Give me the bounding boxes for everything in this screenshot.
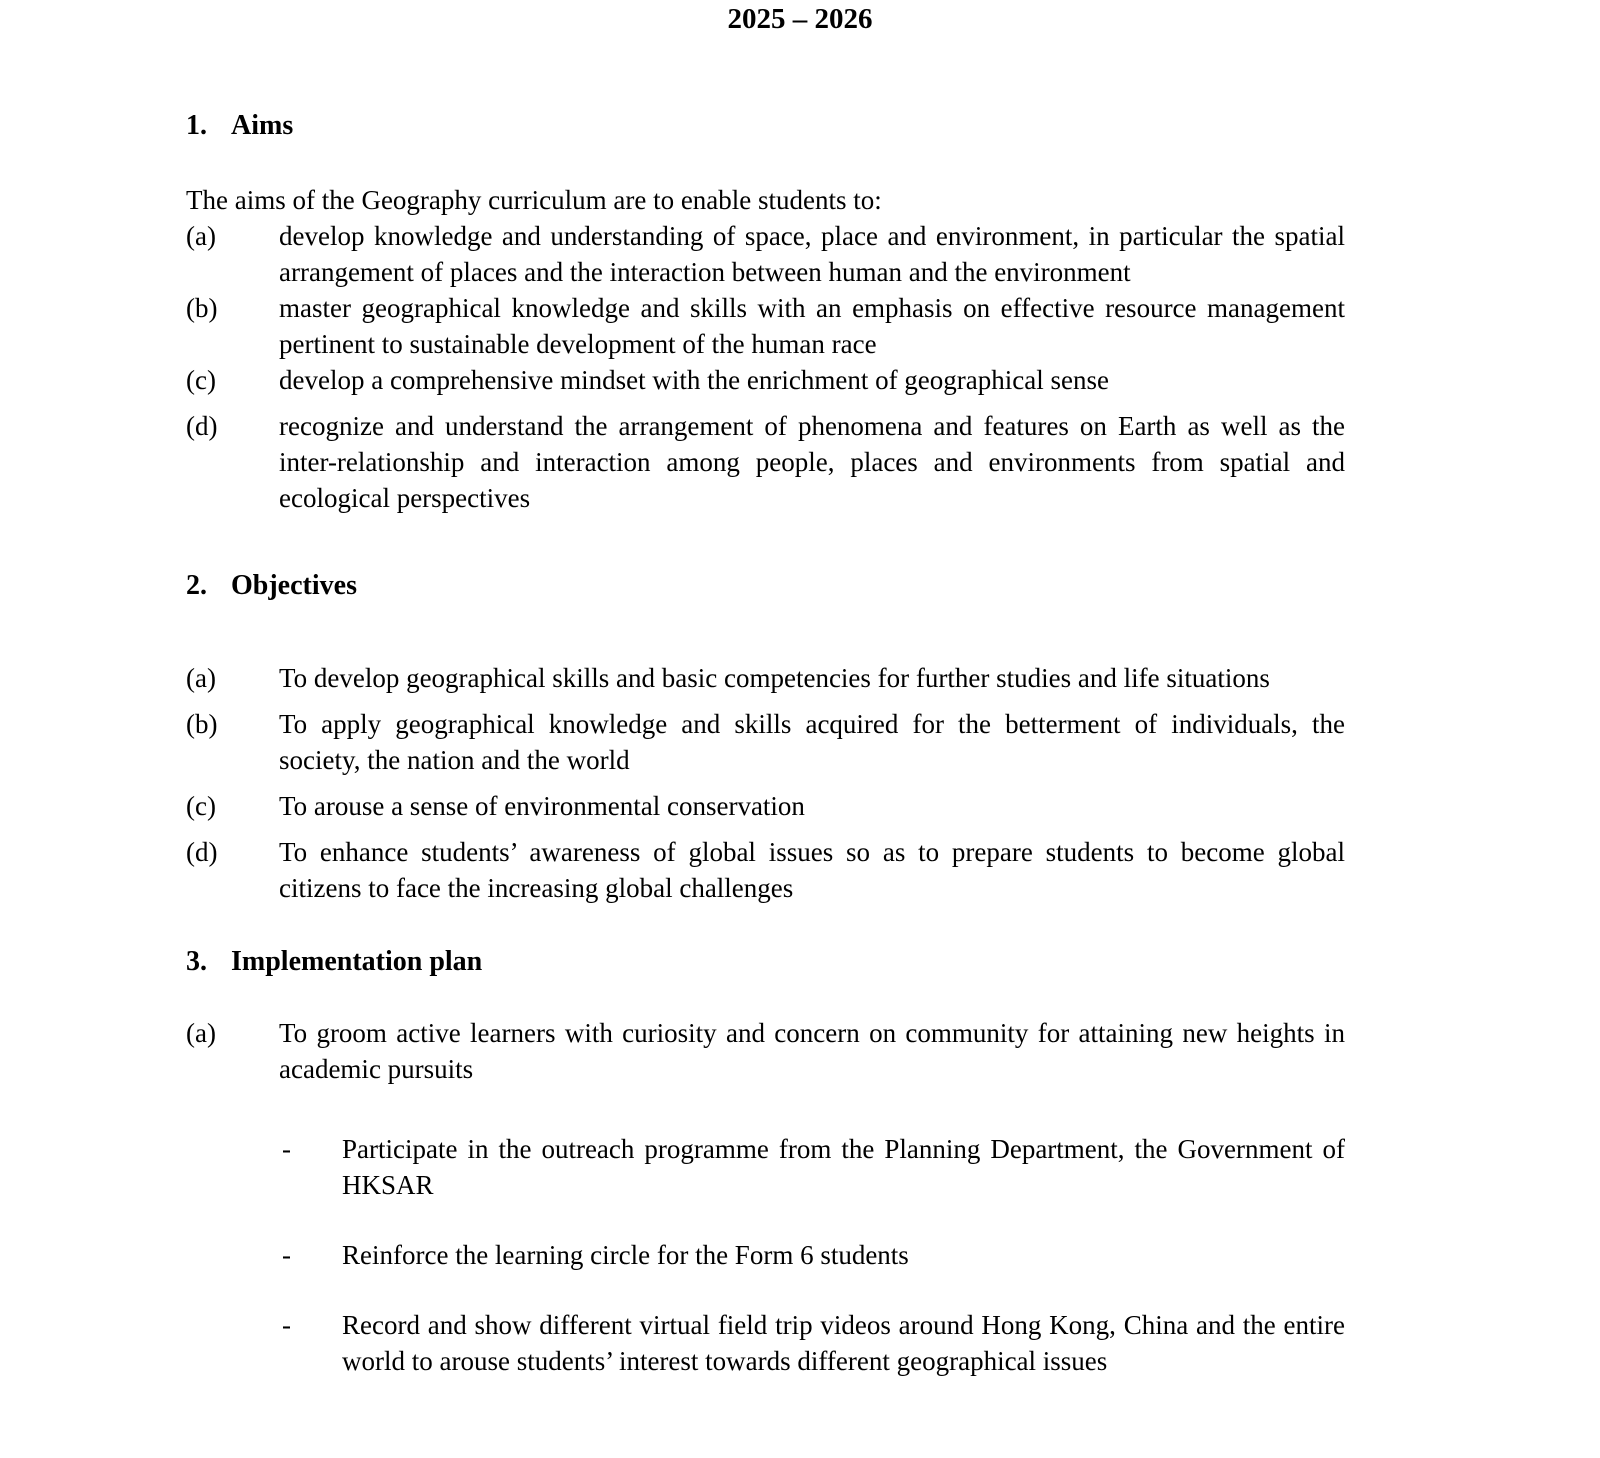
objectives-item-d-text: To enhance students’ awareness of global issues so as to prepare students to become global citizens to face the increasing global challenges — [279, 837, 1345, 903]
objectives-item-a — [186, 660, 1345, 696]
aims-item-b — [186, 290, 1345, 362]
objectives-item-b — [186, 706, 1345, 778]
section-aims-number: 1. — [186, 110, 207, 141]
aims-item-c — [186, 362, 1345, 398]
objectives-item-d-label: (d) — [186, 837, 218, 867]
implementation-item-a-label: (a) — [186, 1018, 216, 1048]
section-aims — [186, 108, 1345, 516]
aims-item-a-label: (a) — [186, 221, 216, 251]
implementation-bullet-list — [282, 1131, 1345, 1379]
aims-item-a-text: develop knowledge and understanding of space, place and environment, in particular the spatial arrangement of places and the interaction between human and the environment — [279, 221, 1345, 287]
implementation-item-a-text: To groom active learners with curiosity and concern on community for attaining new heights in academic pursuits — [279, 1018, 1345, 1084]
objectives-item-a-label: (a) — [186, 663, 216, 693]
bullet-dash: - — [282, 1134, 291, 1164]
bullet-item — [282, 1237, 1345, 1273]
bullet-item — [282, 1131, 1345, 1203]
bullet-item — [282, 1307, 1345, 1379]
section-aims-heading-text: Aims — [231, 110, 294, 141]
objectives-item-d — [186, 834, 1345, 906]
bullet-text: Reinforce the learning circle for the Form 6 students — [342, 1240, 909, 1270]
section-implementation-number: 3. — [186, 946, 207, 977]
objectives-item-c — [186, 788, 1345, 824]
aims-item-d — [186, 408, 1345, 516]
aims-item-c-label: (c) — [186, 365, 216, 395]
implementation-item-a — [186, 1015, 1345, 1087]
aims-item-b-label: (b) — [186, 293, 218, 323]
bullet-text: Record and show different virtual field trip videos around Hong Kong, China and the entire world to arouse students’ interest towards different geographical issues — [342, 1310, 1345, 1376]
objectives-item-c-text: To arouse a sense of environmental conservation — [279, 791, 805, 821]
section-objectives-number: 2. — [186, 570, 207, 601]
bullet-dash: - — [282, 1310, 291, 1340]
document-title: 2025 – 2026 — [727, 3, 873, 35]
objectives-item-b-label: (b) — [186, 709, 218, 739]
section-aims-intro: The aims of the Geography curriculum are to enable students to: — [186, 185, 882, 215]
aims-item-c-text: develop a comprehensive mindset with the enrichment of geographical sense — [279, 365, 1109, 395]
objectives-item-c-label: (c) — [186, 791, 216, 821]
section-objectives-heading-text: Objectives — [231, 570, 357, 601]
aims-item-b-text: master geographical knowledge and skills with an emphasis on effective resource management pertinent to sustainable development of the human race — [279, 293, 1345, 359]
aims-item-a — [186, 218, 1345, 290]
section-implementation-heading — [186, 944, 1345, 980]
section-objectives — [186, 568, 1345, 906]
aims-item-d-text: recognize and understand the arrangement of phenomena and features on Earth as well as the inter-relationship and interaction among people, places and environments from spatial and ecological perspectives — [279, 411, 1345, 513]
section-implementation-heading-text: Implementation plan — [231, 946, 483, 977]
section-objectives-heading — [186, 568, 1345, 604]
section-aims-heading — [186, 108, 1345, 144]
aims-item-d-label: (d) — [186, 411, 218, 441]
section-implementation — [186, 944, 1345, 1379]
objectives-item-b-text: To apply geographical knowledge and skills acquired for the betterment of individuals, the society, the nation and the world — [279, 709, 1345, 775]
bullet-text: Participate in the outreach programme from the Planning Department, the Government of HKSAR — [342, 1134, 1345, 1200]
bullet-dash: - — [282, 1240, 291, 1270]
objectives-item-a-text: To develop geographical skills and basic competencies for further studies and life situations — [279, 663, 1270, 693]
